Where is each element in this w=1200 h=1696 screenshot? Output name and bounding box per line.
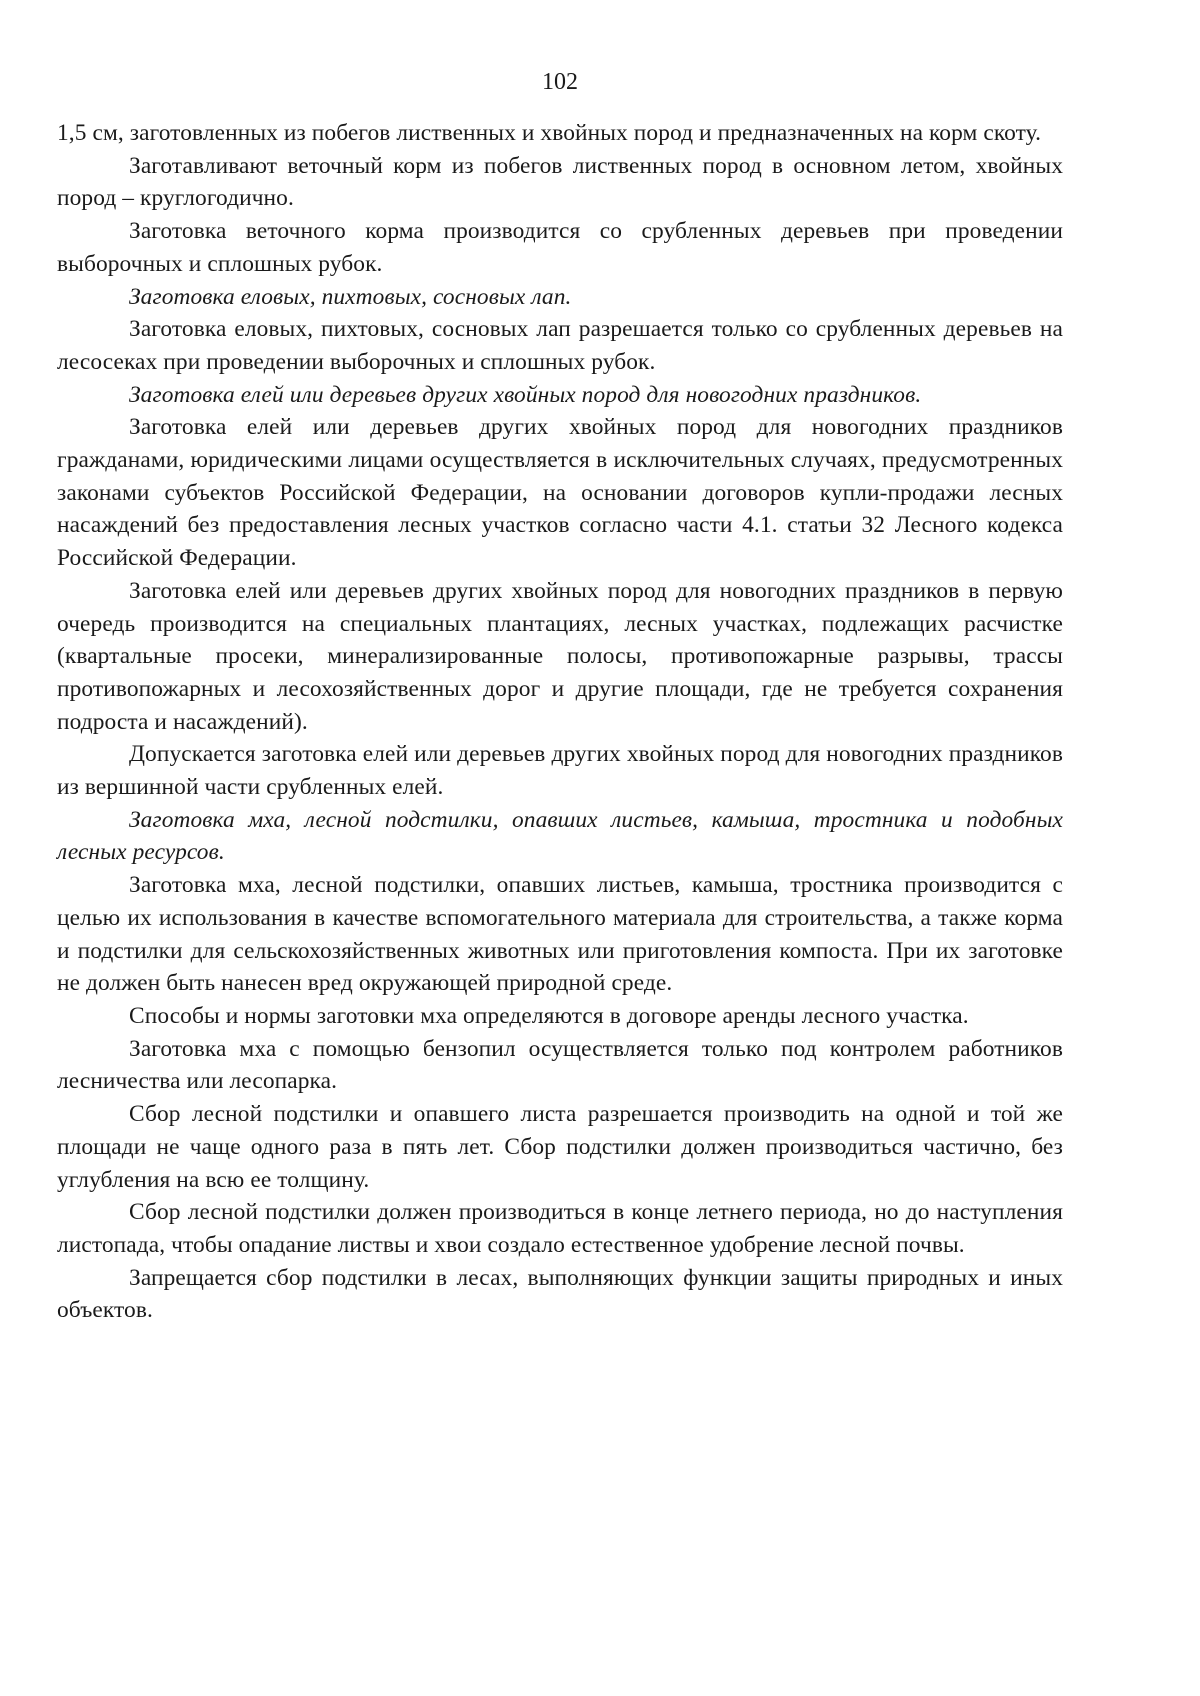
paragraph: Заготовка елей или деревьев других хвойных пород для новогодних праздников гражданами, юридическими лицами осуществляется в исключительных случаях, предусмотренных законами субъектов Российской Федерации, на основании договоров купли-продажи лесных насаждений без предоставления лесных участков согласно части 4.1. статьи 32 Лесного кодекса Российской Федерации. [57,414,1063,572]
italic-subheading: Заготовка елей или деревьев других хвойных пород для новогодних праздников. [129,381,922,408]
paragraph: Запрещается сбор подстилки в лесах, выполняющих функции защиты природных и иных объектов. [57,1264,1063,1324]
italic-subheading: Заготовка мха, лесной подстилки, опавших листьев, камыша, тростника и подобных лесных ресурсов. [57,806,1063,866]
paragraph: Способы и нормы заготовки мха определяются в договоре аренды лесного участка. [129,1002,969,1029]
page-number: 102 [542,69,578,95]
paragraph: Заготовка еловых, пихтовых, сосновых лап разрешается только со срубленных деревьев на лесосеках при проведении выборочных и сплошных рубок. [57,316,1063,375]
paragraph-continuation: 1,5 см, заготовленных из побегов лиственных и хвойных пород и предназначенных на корм скоту. [57,120,1042,146]
paragraph: Сбор лесной подстилки должен производиться в конце летнего периода, но до наступления листопада, чтобы опадание листвы и хвои создало естественное удобрение лесной почвы. [57,1199,1063,1258]
body-text [57,117,1063,1327]
italic-subheading: Заготовка еловых, пихтовых, сосновых лап. [129,283,572,310]
paragraph: Допускается заготовка елей или деревьев других хвойных пород для новогодних праздников из вершинной части срубленных елей. [57,741,1063,801]
paragraph: Заготовка мха, лесной подстилки, опавших листьев, камыша, тростника производится с целью их использования в качестве вспомогательного материала для строительства, а также корма и подстилки для сельскохозяйственных животных или приготовления компоста. При их заготовке не должен быть нанесен вред окружающей природной среде. [57,872,1063,997]
paragraph: Заготовка елей или деревьев других хвойных пород для новогодних праздников в первую очередь производится на специальных плантациях, лесных участках, подлежащих расчистке (квартальные просеки, минерализированные полосы, противопожарные разрывы, трассы противопожарных и лесохозяйственных дорог и другие площади, где не требуется сохранения подроста и насаждений). [57,577,1063,735]
paragraph: Заготовка веточного корма производится со срубленных деревьев при проведении выборочных и сплошных рубок. [57,218,1063,277]
paragraph: Заготавливают веточный корм из побегов лиственных пород в основном летом, хвойных пород – круглогодично. [57,152,1063,212]
paragraph: Заготовка мха с помощью бензопил осуществляется только под контролем работников лесничества или лесопарка. [57,1035,1063,1095]
paragraph: Сбор лесной подстилки и опавшего листа разрешается производить на одной и той же площади не чаще одного раза в пять лет. Сбор подстилки должен производиться частично, без углубления на всю ее толщину. [57,1101,1063,1193]
